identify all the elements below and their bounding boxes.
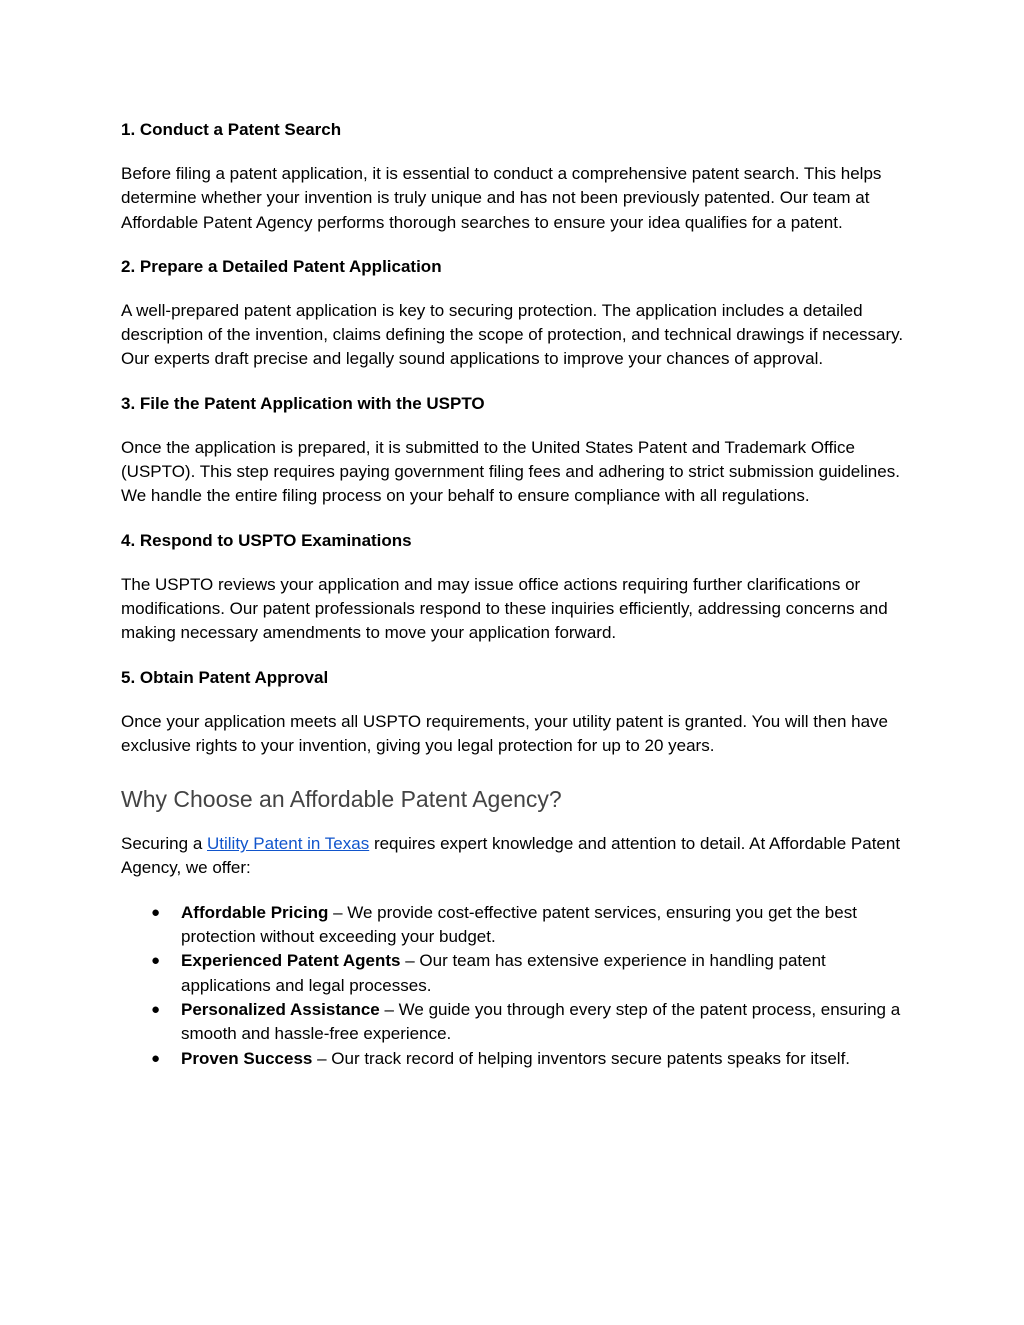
benefits-list [121,901,907,1071]
list-item [121,1047,907,1071]
step-heading: 2. Prepare a Detailed Patent Application [121,256,442,276]
benefit-title: Affordable Pricing [181,902,329,922]
document-page [121,118,907,1071]
bullet-icon: ● [151,1000,161,1018]
benefit-text: – We guide you through every step of the patent process, ensuring a smooth and hassle-free experience. [181,999,901,1044]
step-paragraph: A well-prepared patent application is key to securing protection. The application includes a detailed description of the invention, claims defining the scope of protection, and technical drawings if necessary. Our experts draft precise and legally sound applications to improve your chances of approval. [121,300,904,369]
benefit-text: – Our team has extensive experience in handling patent applications and legal processes. [181,951,826,995]
step-heading: 3. File the Patent Application with the USPTO [121,393,485,413]
benefit-text: – We provide cost-effective patent services, ensuring you get the best protection without exceeding your budget. [181,902,857,947]
benefit-title: Proven Success [181,1048,313,1068]
step-paragraph: Once your application meets all USPTO requirements, your utility patent is granted. You will then have exclusive rights to your invention, giving you legal protection for up to 20 years. [121,711,888,755]
list-item [121,949,907,998]
bullet-icon: ● [151,903,161,921]
bullet-icon: ● [151,1049,161,1067]
step-paragraph: Once the application is prepared, it is submitted to the United States Patent and Trademark Office (USPTO). This step requires paying government filing fees and adhering to strict submission guidelines. We handle the entire filing process on your behalf to ensure compliance with all regulations. [121,437,900,506]
section-title: Why Choose an Affordable Patent Agency? [121,786,562,813]
bullet-icon: ● [151,952,161,970]
benefit-title: Personalized Assistance [181,999,380,1019]
step-paragraph: Before filing a patent application, it is essential to conduct a comprehensive patent search. This helps determine whether your invention is truly unique and has not been previously patented. Our team at Affordable Patent Agency performs thorough searches to ensure your idea qualifies for a patent. [121,164,882,232]
intro-text-before: Securing a [121,834,207,854]
benefit-title: Experienced Patent Agents [181,951,401,971]
intro-text-after: requires expert knowledge and attention to detail. At Affordable Patent Agency, we offer: [121,834,901,878]
step-heading: 4. Respond to USPTO Examinations [121,530,412,550]
step-paragraph: The USPTO reviews your application and may issue office actions requiring further clarifications or modifications. Our patent professionals respond to these inquiries efficiently, addressing concerns and making necessary amendments to move your application forward. [121,574,888,643]
utility-patent-link[interactable]: Utility Patent in Texas [207,834,370,854]
step-heading: 5. Obtain Patent Approval [121,667,329,687]
list-item [121,901,907,950]
intro-paragraph [121,832,907,881]
step-heading: 1. Conduct a Patent Search [121,120,342,139]
benefit-text: – Our track record of helping inventors secure patents speaks for itself. [312,1048,851,1068]
list-item [121,998,907,1047]
